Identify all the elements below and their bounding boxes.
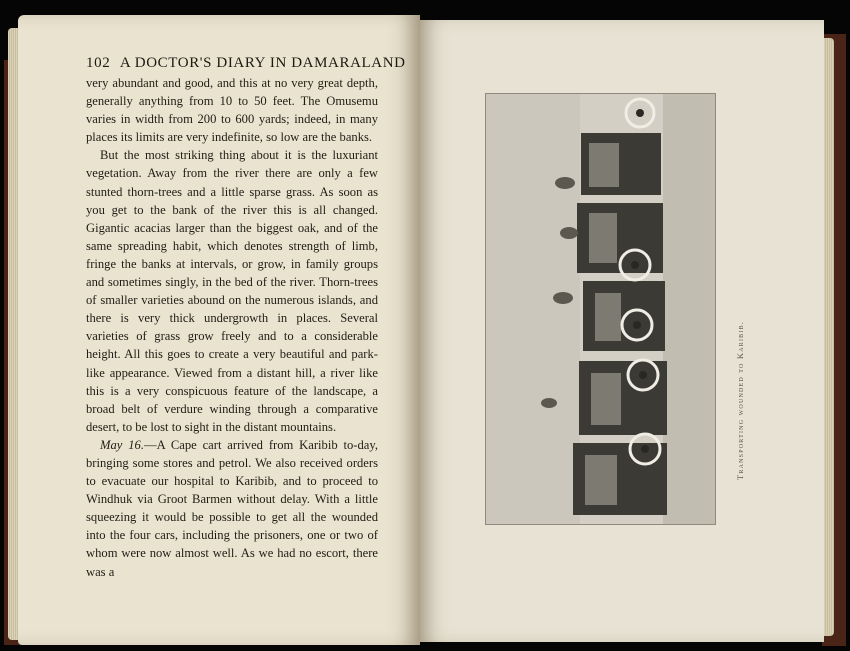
diary-date: May 16.: [100, 437, 144, 452]
paragraph-2: But the most striking thing about it is the luxuriant vegetation. Away from the river there are only a few stunted thorn-trees and a little sparse grass. As soon as you get to the bank of the river this is all changed. Gigantic acacias larger than the biggest oak, and of the same spreading habit, which denotes strength of limb, fringe the banks at intervals, or grow, in family groups and sometimes singly, in the bed of the river. Thorn-trees of smaller varieties abound on the numerous islands, and there is very thick undergrowth in places. Several varieties of grass grow freely and to a considerable height. All this goes to create a very beautiful and park-like appearance. Viewed from a distant hill, a river like this is a very conspicuous feature of the landscape, a broad belt of verdure winding through a comparative desert, to be lost to sight in the distant mountains.: [86, 148, 378, 434]
photo-caption: Transporting wounded to Karibib.: [735, 320, 745, 480]
paragraph-1: very abundant and good, and this at no very great depth, generally anything from 10 to 50 feet. The Omusemu varies in width from 200 to 600 yards; indeed, in many places its limits are very indefinite, so low are the banks.: [86, 76, 378, 145]
paragraph-3: [86, 436, 378, 581]
photograph: [485, 93, 716, 525]
paragraph-3-text: —A Cape cart arrived from Karibib to-day, bringing some stores and petrol. We also received orders to evacuate our hospital to Karibib, and to proceed to Windhuk via Groot Barmen without delay. With a little squeezing it would be possible to get all the wounded into the four cars, including the prisoners, one or two of whom were now almost well. As we had no escort, there was a: [86, 437, 378, 579]
photograph-image: [485, 93, 716, 525]
page-number: 102: [86, 55, 111, 71]
running-header: [86, 55, 406, 72]
right-page: [420, 20, 824, 642]
running-title: A DOCTOR'S DIARY IN DAMARALAND: [119, 55, 406, 71]
body-text: [86, 74, 378, 581]
